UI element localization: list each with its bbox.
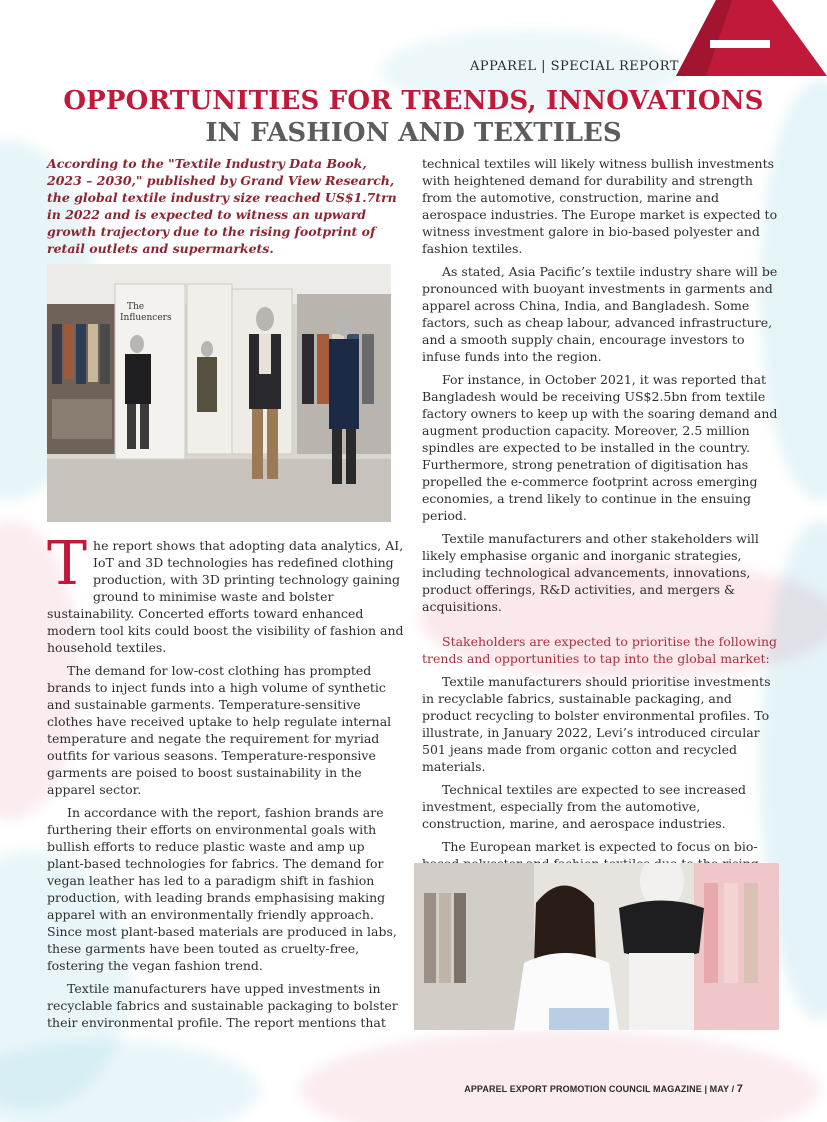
right-paragraph-4: Textile manufacturers and other stakeholders will likely emphasise organic and inorganic strategies, including technological advancements, innovations, product offerings, R&D activities, and mergers & acquisitions. bbox=[422, 531, 759, 614]
page-footer bbox=[464, 1083, 743, 1095]
page-number: 7 bbox=[736, 1083, 743, 1095]
store-interior-photo bbox=[47, 264, 391, 522]
right-paragraph-2: As stated, Asia Pacific’s textile industry share will be pronounced with buoyant investments in garments and apparel across China, India, and Bangladesh. Some factors, such as cheap labour, advanced infrastructure, and a smooth supply chain, encourage investors to infuse funds into the region. bbox=[422, 264, 778, 364]
store-sign-text-2: Influencers bbox=[120, 313, 172, 323]
lead-paragraph: According to the "Textile Industry Data Book, 2023 – 2030," published by Grand View Research, the global textile industry size reached US$1.7trn in 2022 and is expected to witness an upward growth trajectory due to the rising footprint of retail outlets and supermarkets. bbox=[47, 156, 397, 256]
store-sign-text: The bbox=[127, 302, 145, 312]
right-paragraph-5: Textile manufacturers should prioritise investments in recyclable fabrics, sustainable packaging, and product recycling to bolster environmental profiles. To illustrate, in January 2022, Levi’s introduced circular 501 jeans made from organic cotton and recycled materials. bbox=[422, 674, 771, 774]
store-interior-illustration bbox=[47, 264, 391, 522]
left-paragraph-3: In accordance with the report, fashion brands are furthering their efforts on environmental goals with bullish efforts to reduce plastic waste and amp up plant-based technologies for fabrics. The demand for vegan leather has led to a paradigm shift in fashion production, with leading brands emphasising making apparel with an environmentally friendly approach. Since most plant-based materials are produced in labs, these garments have been touted as cruelty-free, fostering the vegan fashion trend. bbox=[47, 805, 397, 973]
woman-with-mannequin-photo bbox=[414, 863, 779, 1030]
right-column bbox=[422, 155, 780, 895]
section-subhead: Stakeholders are expected to prioritise the following trends and opportunities to tap into the global market: bbox=[422, 634, 778, 666]
left-column bbox=[47, 529, 405, 1037]
page-title-line1: OPPORTUNITIES FOR TRENDS, INNOVATIONS bbox=[63, 86, 764, 116]
drop-cap: T bbox=[47, 529, 88, 599]
magazine-logo bbox=[676, 0, 827, 76]
woman-with-mannequin-illustration bbox=[414, 863, 779, 1030]
left-paragraph-1-text: he report shows that adopting data analytics, AI, IoT and 3D technologies has redefined clothing production, with 3D printing technology gaining ground to minimise waste and bolster sustainability. Concerted efforts toward enhanced modern tool kits could boost the visibility of fashion and household textiles. bbox=[47, 538, 404, 655]
page-title-line2: IN FASHION AND TEXTILES bbox=[205, 118, 622, 148]
right-paragraph-6: Technical textiles are expected to see increased investment, especially from the automotive, construction, marine, and aerospace industries. bbox=[422, 782, 746, 831]
right-paragraph-7-text: The European market is expected to focus on bio- bbox=[442, 839, 758, 854]
section-label: APPAREL | SPECIAL REPORT bbox=[470, 59, 679, 74]
left-paragraph-4: Textile manufacturers have upped investments in recyclable fabrics and sustainable packaging to bolster their environmental profile. The report mentions that bbox=[47, 981, 398, 1030]
right-paragraph-1: technical textiles will likely witness bullish investments with heightened demand for durability and strength from the automotive, construction, marine and aerospace industries. The Europe market is expected to witness investment galore in bio-based polyester and fashion textiles. bbox=[422, 156, 778, 256]
left-paragraph-1 bbox=[47, 529, 405, 656]
footer-text: APPAREL EXPORT PROMOTION COUNCIL MAGAZINE | MAY / bbox=[464, 1084, 737, 1094]
left-paragraph-2: The demand for low-cost clothing has prompted brands to inject funds into a high volume of synthetic and sustainable garments. Temperature-sensitive clothes have received uptake to help regulate internal temperature and negate the requirement for myriad outfits for various seasons. Temperature-responsive garments are poised to boost sustainability in the apparel sector. bbox=[47, 663, 392, 797]
right-paragraph-3: For instance, in October 2021, it was reported that Bangladesh would be receiving US$2.5bn from textile factory owners to keep up with the soaring demand and augment production capacity. Moreover, 2.5 million spindles are expected to be installed in the country. Furthermore, strong penetration of digitisation has propelled the e-commerce footprint across emerging economies, a trend likely to continue in the ensuing period. bbox=[422, 372, 778, 523]
